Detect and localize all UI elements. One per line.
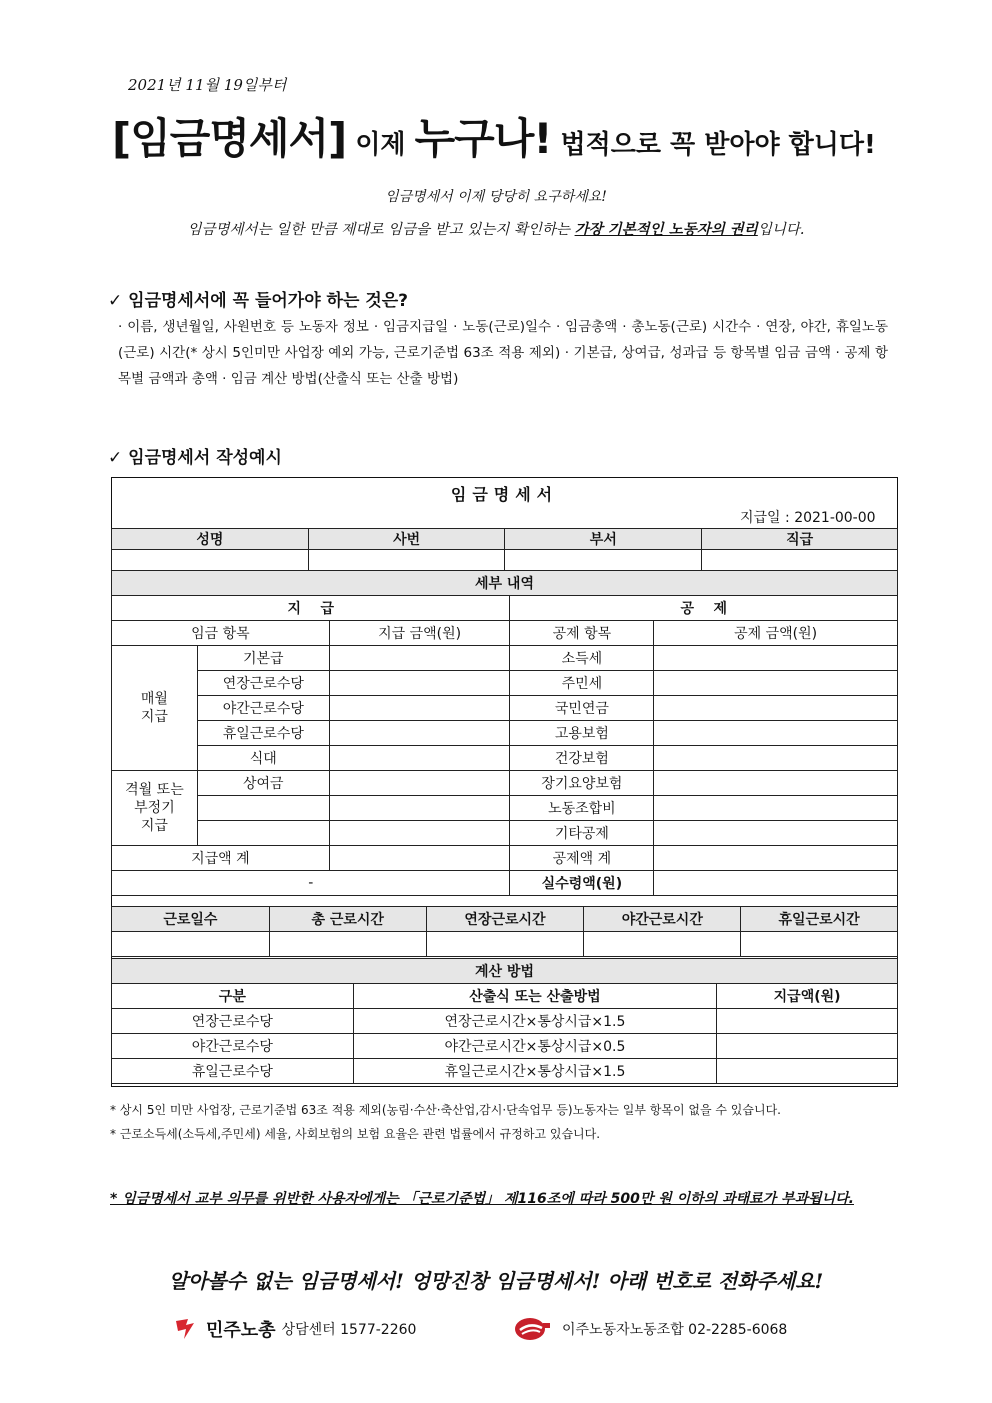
info-header-name: 성명 (112, 529, 309, 550)
deduct-amount-cell (654, 821, 898, 846)
pay-total-label: 지급액 계 (112, 846, 330, 871)
pay-amount-cell (329, 671, 510, 696)
calc-row-amount (717, 1009, 898, 1034)
pay-item-meal: 식대 (197, 746, 329, 771)
hours-cell (584, 932, 741, 957)
pay-item-night: 야간근로수당 (197, 696, 329, 721)
calc-row-formula: 휴일근로시간×통상시급×1.5 (353, 1059, 717, 1084)
info-header-rank: 직급 (702, 529, 898, 550)
calc-row-type: 야간근로수당 (112, 1034, 354, 1059)
calc-row-amount (717, 1034, 898, 1059)
kctu-phone: 상담센터 1577-2260 (281, 1322, 417, 1338)
call-to-action: 알아볼수 없는 임금명세서! 엉망진창 임금명세서! 아래 번호로 전화주세요! (168, 1269, 824, 1293)
headline-part1: [임금명세서] (112, 114, 347, 163)
footnote-1: * 상시 5인 미만 사업장, 근로기준법 63조 적용 제외(농림·수산·축산업,감시·단속업무 등)노동자는 일부 항목이 없을 수 있습니다. (110, 1103, 781, 1117)
mtu-phone: 이주노동자노동조합 02-2285-6068 (562, 1322, 788, 1338)
hours-header-night: 야간근로시간 (584, 907, 741, 932)
pay-amount-cell (329, 746, 510, 771)
deduct-total-cell (654, 846, 898, 871)
deduct-amount-cell (654, 696, 898, 721)
subtitle-2 (0, 218, 992, 239)
headline (112, 106, 876, 166)
headline-part4: 법적으로 꼭 받아야 합니다! (551, 130, 876, 160)
deduct-amount-cell (654, 721, 898, 746)
subtitle-2-post: 입니다. (757, 222, 805, 238)
calc-col-formula: 산출식 또는 산출방법 (353, 984, 717, 1009)
penalty-warning: * 임금명세서 교부 의무를 위반한 사용자에게는 「근로기준법」 제116조에 따라 500만 원 이하의 과태료가 부과됩니다. (110, 1191, 854, 1207)
pay-slip-title: 임금명세서 (450, 485, 559, 504)
employee-info-table (111, 528, 898, 572)
footnote-2: * 근로소득세(소득세,주민세) 세율, 사회보험의 보험 요율은 관련 법률에서 규정하고 있습니다. (110, 1127, 601, 1141)
pay-item-basic: 기본급 (197, 646, 329, 671)
calc-row-amount (717, 1059, 898, 1084)
col-deduct-item: 공제 항목 (510, 621, 654, 646)
pay-amount-cell (329, 721, 510, 746)
pay-amount-cell (329, 771, 510, 796)
deduct-item-income-tax: 소득세 (510, 646, 654, 671)
deduct-item-other: 기타공제 (510, 821, 654, 846)
info-cell-id (308, 550, 505, 572)
net-pay-label: 실수령액(원) (510, 871, 654, 896)
net-pay-cell (654, 871, 898, 896)
hours-header-overtime: 연장근로시간 (426, 907, 584, 932)
calc-col-amount: 지급액(원) (717, 984, 898, 1009)
pay-amount-cell (329, 646, 510, 671)
detail-table (111, 570, 898, 896)
net-dash: - (112, 871, 510, 896)
monthly-pay-label: 매월 지급 (112, 646, 198, 771)
hours-cell (426, 932, 584, 957)
pay-amount-cell (329, 696, 510, 721)
detail-header: 세부 내역 (112, 571, 898, 596)
deduct-section-header: 공 제 (510, 596, 898, 621)
pay-section-header: 지 급 (112, 596, 510, 621)
info-cell-dept (505, 550, 702, 572)
deduct-item-pension: 국민연금 (510, 696, 654, 721)
hours-header-holiday: 휴일근로시간 (741, 907, 898, 932)
deduct-amount-cell (654, 796, 898, 821)
pay-item-holiday: 휴일근로수당 (197, 721, 329, 746)
col-pay-item: 임금 항목 (112, 621, 330, 646)
headline-part2: 이제 (346, 130, 415, 160)
calc-method-table (111, 958, 898, 1084)
pay-item-bonus: 상여금 (197, 771, 329, 796)
kctu-brand: 민주노총 (206, 1320, 276, 1341)
hours-header-total: 총 근로시간 (269, 907, 426, 932)
col-deduct-amount: 공제 금액(원) (654, 621, 898, 646)
section-example-title: ✓ 임금명세서 작성예시 (108, 448, 282, 468)
info-header-id: 사번 (308, 529, 505, 550)
deduct-amount-cell (654, 671, 898, 696)
deduct-item-longterm-care: 장기요양보험 (510, 771, 654, 796)
work-hours-table (111, 906, 898, 957)
effective-date: 2021년 11월 19일부터 (128, 76, 287, 94)
deduct-amount-cell (654, 646, 898, 671)
hours-cell (269, 932, 426, 957)
pay-amount-cell (329, 821, 510, 846)
deduct-item-employment-ins: 고용보험 (510, 721, 654, 746)
headline-part3: 누구나! (414, 114, 552, 163)
pay-amount-cell (329, 796, 510, 821)
kctu-logo-icon (174, 1317, 200, 1341)
info-cell-name (112, 550, 309, 572)
calc-header: 계산 방법 (112, 959, 898, 984)
col-pay-amount: 지급 금액(원) (329, 621, 510, 646)
subtitle-2-pre: 임금명세서는 일한 만큼 제대로 임금을 받고 있는지 확인하는 (187, 222, 575, 238)
info-header-dept: 부서 (505, 529, 702, 550)
pay-total-cell (329, 846, 510, 871)
calc-col-type: 구분 (112, 984, 354, 1009)
hours-cell (741, 932, 898, 957)
kctu-contact (174, 1316, 416, 1342)
deduct-total-label: 공제액 계 (510, 846, 654, 871)
deduct-item-resident-tax: 주민세 (510, 671, 654, 696)
calc-row-type: 휴일근로수당 (112, 1059, 354, 1084)
hours-cell (112, 932, 270, 957)
irregular-pay-label: 격월 또는 부정기 지급 (112, 771, 198, 846)
section-required-items-title: ✓ 임금명세서에 꼭 들어가야 하는 것은? (108, 291, 409, 311)
mtu-contact (512, 1316, 787, 1342)
subtitle-1: 임금명세서 이제 당당히 요구하세요! (385, 189, 607, 205)
calc-row-formula: 연장근로시간×통상시급×1.5 (353, 1009, 717, 1034)
pay-item-empty (197, 821, 329, 846)
mtu-logo-icon (512, 1316, 552, 1342)
pay-item-empty (197, 796, 329, 821)
deduct-item-health-ins: 건강보험 (510, 746, 654, 771)
section-required-items-body: · 이름, 생년월일, 사원번호 등 노동자 정보 · 임금지급일 · 노동(근로)일수 · 임금총액 · 총노동(근로) 시간수 · 연장, 야간, 휴일노동(근로) 시간(* 상시 5인미만 사업장 예외 가능, 근로기준법 63조 적용 제외) · 기본급, 상여급, 성과급 등 항목별 임금 금액 · 공제 항목별 금액과 총액 · 임금 계산 방법(산출식 또는 산출 방법) (118, 319, 888, 387)
pay-date: 지급일 : 2021-00-00 (740, 510, 876, 526)
deduct-item-union-fee: 노동조합비 (510, 796, 654, 821)
hours-header-days: 근로일수 (112, 907, 270, 932)
subtitle-2-em: 가장 기본적인 노동자의 권리 (574, 221, 758, 238)
info-cell-rank (702, 550, 898, 572)
deduct-amount-cell (654, 771, 898, 796)
calc-row-formula: 야간근로시간×통상시급×0.5 (353, 1034, 717, 1059)
pay-item-overtime: 연장근로수당 (197, 671, 329, 696)
deduct-amount-cell (654, 746, 898, 771)
footer (0, 1312, 992, 1342)
calc-row-type: 연장근로수당 (112, 1009, 354, 1034)
